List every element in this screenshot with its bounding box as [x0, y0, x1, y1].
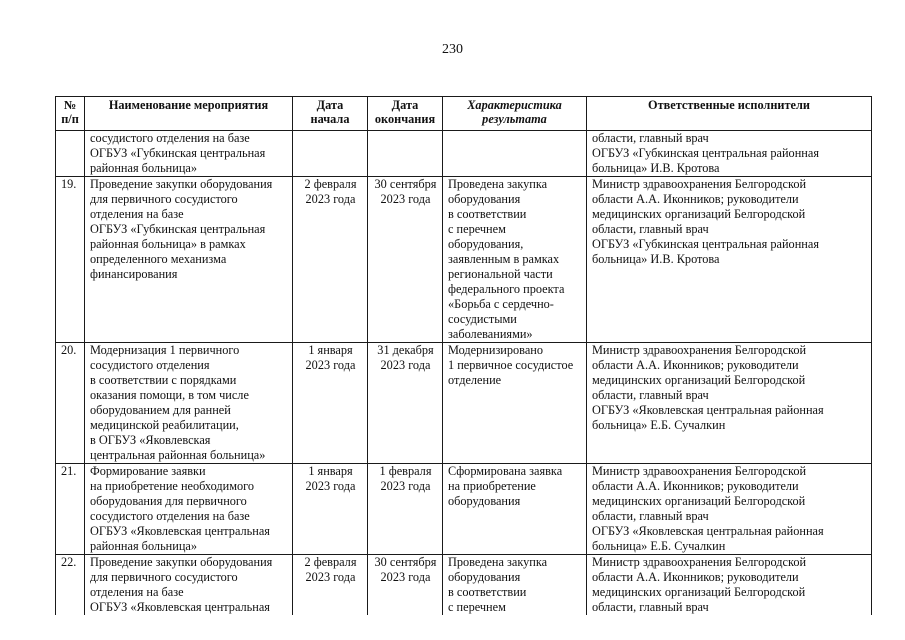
text-line: медицинских организаций Белгородской — [592, 373, 806, 387]
text-line: 2023 года — [380, 358, 431, 372]
text-line: области, главный врач — [592, 509, 709, 523]
text-line: ОГБУЗ «Губкинская центральная — [90, 146, 266, 160]
text-line: 2023 года — [380, 570, 431, 584]
text-line: оборудования — [448, 570, 521, 584]
text-line: районная больница» в рамках — [90, 237, 246, 251]
start-date — [293, 131, 368, 177]
responsible-persons — [587, 343, 872, 464]
text-line: федерального проекта — [448, 282, 565, 296]
responsible-persons — [587, 177, 872, 343]
text-line: оборудования — [448, 192, 521, 206]
header-text: окончания — [374, 112, 436, 126]
table-row — [56, 177, 872, 343]
text-line: области, главный врач — [592, 222, 709, 236]
header-text: Наименование мероприятия — [108, 98, 269, 112]
event-name — [85, 131, 293, 177]
header-text: результата — [482, 112, 547, 126]
header-result — [443, 97, 587, 131]
text-line: центральная районная больница» — [90, 448, 266, 462]
text-line: в ОГБУЗ «Яковлевская — [90, 433, 211, 447]
header-row — [56, 97, 872, 131]
text-line: Формирование заявки — [90, 464, 206, 478]
text-line: сосудистыми — [448, 312, 517, 326]
text-line: оборудования, — [448, 237, 524, 251]
text-line: 2023 года — [305, 192, 356, 206]
header-start-date — [293, 97, 368, 131]
text-line: финансирования — [90, 267, 178, 281]
text-line: определенного механизма — [90, 252, 227, 266]
event-name — [85, 343, 293, 464]
result-description — [443, 131, 587, 177]
text-line: Проведение закупки оборудования — [90, 177, 273, 191]
text-line: больница» Е.Б. Сучалкин — [592, 539, 726, 553]
text-line: 1 января — [308, 343, 353, 357]
text-line: Министр здравоохранения Белгородской — [592, 343, 807, 357]
text-line: отделения на базе — [90, 585, 184, 599]
text-line: сосудистого отделения — [90, 358, 210, 372]
text-line: оборудованием для ранней — [90, 403, 231, 417]
text-line: 2023 года — [305, 358, 356, 372]
text-line: 30 сентября — [374, 177, 437, 191]
text-line: 2 февраля — [304, 555, 357, 569]
text-line: области А.А. Иконников; руководители — [592, 570, 799, 584]
text-line: ОГБУЗ «Губкинская центральная — [90, 222, 266, 236]
text-line: отделения на базе — [90, 207, 184, 221]
responsible-persons — [587, 555, 872, 616]
event-name — [85, 464, 293, 555]
row-number: 19. — [56, 177, 85, 343]
text-line: Сформирована заявка — [448, 464, 563, 478]
row-number — [56, 131, 85, 177]
end-date — [368, 555, 443, 616]
header-text: Характеристика — [467, 98, 562, 112]
text-line: ОГБУЗ «Яковлевская центральная районная — [592, 403, 824, 417]
text-line: ОГБУЗ «Губкинская центральная районная — [592, 237, 819, 251]
text-line: Проведена закупка — [448, 177, 548, 191]
text-line: больница» И.В. Кротова — [592, 252, 720, 266]
text-line: Проведение закупки оборудования — [90, 555, 273, 569]
event-name — [85, 555, 293, 616]
header-num — [56, 97, 85, 131]
text-line: области, главный врач — [592, 600, 709, 614]
text-line: оказания помощи, в том числе — [90, 388, 249, 402]
text-line: области А.А. Иконников; руководители — [592, 192, 799, 206]
text-line: 1 февраля — [379, 464, 432, 478]
row-number: 20. — [56, 343, 85, 464]
result-description — [443, 343, 587, 464]
result-description — [443, 177, 587, 343]
text-line: заболеваниями» — [448, 327, 533, 341]
text-line: с перечнем — [448, 600, 506, 614]
text-line: 2 февраля — [304, 177, 357, 191]
text-line: ОГБУЗ «Яковлевская центральная — [90, 524, 270, 538]
text-line: 1 января — [308, 464, 353, 478]
text-line: Модернизировано — [448, 343, 544, 357]
text-line: 30 сентября — [374, 555, 437, 569]
text-line: 2023 года — [305, 570, 356, 584]
start-date — [293, 555, 368, 616]
end-date — [368, 131, 443, 177]
text-line: 2023 года — [380, 479, 431, 493]
responsible-persons — [587, 464, 872, 555]
text-line: районная больница» — [90, 539, 198, 553]
header-name — [85, 97, 293, 131]
table-row — [56, 131, 872, 177]
text-line: Министр здравоохранения Белгородской — [592, 177, 807, 191]
text-line: для первичного сосудистого — [90, 192, 238, 206]
text-line: на приобретение необходимого — [90, 479, 255, 493]
header-text: Дата — [391, 98, 419, 112]
text-line: в соответствии с порядками — [90, 373, 237, 387]
table-row — [56, 464, 872, 555]
events-table — [55, 96, 872, 615]
text-line: Министр здравоохранения Белгородской — [592, 464, 807, 478]
table-row — [56, 555, 872, 616]
row-number: 21. — [56, 464, 85, 555]
text-line: ОГБУЗ «Яковлевская центральная районная — [592, 524, 824, 538]
text-line: заявленным в рамках — [448, 252, 560, 266]
event-name — [85, 177, 293, 343]
text-line: 31 декабря — [377, 343, 434, 357]
text-line: оборудования для первичного — [90, 494, 247, 508]
text-line: сосудистого отделения на базе — [90, 131, 250, 145]
header-text: начала — [310, 112, 350, 126]
header-text: п/п — [61, 112, 79, 126]
text-line: районная больница» — [90, 161, 198, 175]
text-line: ОГБУЗ «Губкинская центральная районная — [592, 146, 819, 160]
text-line: медицинских организаций Белгородской — [592, 207, 806, 221]
header-responsible — [587, 97, 872, 131]
text-line: 1 первичное сосудистое — [448, 358, 574, 372]
end-date — [368, 177, 443, 343]
text-line: больница» Е.Б. Сучалкин — [592, 418, 726, 432]
result-description — [443, 464, 587, 555]
text-line: области А.А. Иконников; руководители — [592, 358, 799, 372]
text-line: для первичного сосудистого — [90, 570, 238, 584]
responsible-persons — [587, 131, 872, 177]
header-text: Ответственные исполнители — [648, 98, 810, 112]
text-line: в соответствии — [448, 585, 527, 599]
text-line: больница» И.В. Кротова — [592, 161, 720, 175]
page-number: 230 — [442, 42, 463, 57]
text-line: ОГБУЗ «Яковлевская центральная — [90, 600, 270, 614]
header-end-date — [368, 97, 443, 131]
result-description — [443, 555, 587, 616]
start-date — [293, 177, 368, 343]
text-line: области А.А. Иконников; руководители — [592, 479, 799, 493]
text-line: Модернизация 1 первичного — [90, 343, 240, 357]
text-line: сосудистого отделения на базе — [90, 509, 250, 523]
text-line: с перечнем — [448, 222, 506, 236]
text-line: медицинских организаций Белгородской — [592, 585, 806, 599]
text-line: в соответствии — [448, 207, 527, 221]
header-text: Дата — [316, 98, 344, 112]
row-number: 22. — [56, 555, 85, 616]
text-line: Проведена закупка — [448, 555, 548, 569]
text-line: медицинских организаций Белгородской — [592, 494, 806, 508]
text-line: на приобретение — [448, 479, 536, 493]
text-line: 2023 года — [305, 479, 356, 493]
text-line: области, главный врач — [592, 388, 709, 402]
start-date — [293, 464, 368, 555]
text-line: отделение — [448, 373, 502, 387]
text-line: 2023 года — [380, 192, 431, 206]
text-line: Министр здравоохранения Белгородской — [592, 555, 807, 569]
text-line: медицинской реабилитации, — [90, 418, 239, 432]
start-date — [293, 343, 368, 464]
text-line: оборудования — [448, 494, 521, 508]
header-text: № — [63, 98, 77, 112]
text-line: региональной части — [448, 267, 553, 281]
text-line: «Борьба с сердечно- — [448, 297, 554, 311]
end-date — [368, 464, 443, 555]
table-row — [56, 343, 872, 464]
text-line: области, главный врач — [592, 131, 709, 145]
end-date — [368, 343, 443, 464]
